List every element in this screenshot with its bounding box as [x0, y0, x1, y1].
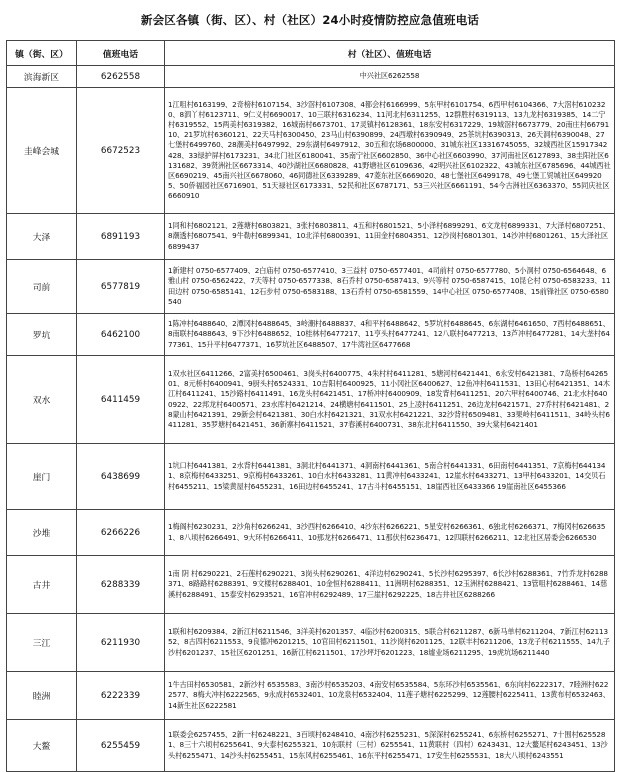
villages-cell: 1坑口村6441381、2水背村6441381、3洞北村6441371、4洞南村6441361、5南合村6441331、6田南村6441351、7京梅村6441341、8京梅村6433251、9京梅村6433261、10白水村6433281、11黄冲村6433241、12崖水村6433271、13甲村6433201、14交贝石村6455211、15梁黄屋村6455231、16田边村6455241、17古斗村6455151、18崖西社区6433366 19崖南社区6455366 — [165, 444, 615, 510]
table-row — [7, 260, 615, 314]
town-cell: 滨海新区 — [7, 66, 77, 88]
header-phone: 值班电话 — [77, 41, 165, 66]
villages-cell: 1联委会6257455、2新一村6248221、3百顷村6248410、4南沙村6255231、5深深村6255241、6东桥村6255271、7十围村6255281、8三十六顷村6255641、9大泰村6255321、10东联村（三村）6255541、11黄联村（四村）6243431、12大鳌尾村6243451、13沙头村6255471、14沙头村6255451、15东风村6255461、16东平村6255471、17安生村6255531、18大八顷村6243551 — [165, 720, 615, 772]
phone-cell: 6891193 — [77, 214, 165, 260]
table-row — [7, 356, 615, 444]
phone-cell: 6266226 — [77, 510, 165, 556]
phone-cell: 6438699 — [77, 444, 165, 510]
table-row — [7, 88, 615, 214]
table-row — [7, 444, 615, 510]
table-row — [7, 314, 615, 356]
phone-cell: 6222339 — [77, 672, 165, 720]
villages-cell: 1南 阴 村6290221、2石莲村6290221、3岗头村6290261、4洋边村6290241、5长沙村6295397、6长沙村6288361、7竹乔龙村6288371、8路路村6288391、9文楼村6288401、10金恒村6288411、11洲明村6288351、12玉洲村6288421、13管咀村6288461、14慈溪村6288491、15泰安村6293521、16官冲村6292489、17三崖村6292225、18古井社区6288266 — [165, 556, 615, 614]
table-row — [7, 510, 615, 556]
table-row — [7, 214, 615, 260]
town-cell: 大泽 — [7, 214, 77, 260]
phone-cell: 6672523 — [77, 88, 165, 214]
hotline-table — [6, 40, 615, 772]
table-row — [7, 672, 615, 720]
town-cell: 圭峰会城 — [7, 88, 77, 214]
header-town: 镇（街、区） — [7, 41, 77, 66]
phone-cell: 6411459 — [77, 356, 165, 444]
phone-cell: 6262558 — [77, 66, 165, 88]
villages-cell: 1江咀村6163199、2奇榜村6107154、3沙滘村6107308、4都会村6166999、5东甲村6101754、6西甲村6104366、7大滘村6102320、8泗丫村6123711、9仁义村6690017、10三联村6316234、11河北村6311255、12群胜村6319113、13九龙村6319385、14二宁村6319552、15两美村6319382、16城南村6673701、17灵镇村6128361、18东安村6317229、19城滘村6673779、20南庄村6679110、21罗坑村6360121、22天马村6300450、23马山村6390899、24西墩村6390949、25茶坑村6390313、26天洞村6390048、27七堡村6499760、28潮美村6497992、29东湖村6497912、30五和农场6800000、31城东社区13316745055、32城西社区15917342428、33绿护屏村6173231、34北门社区6180041、35南宁社区6602850、36中心社区6603990、37河南社区6127893、38圭阳社区6131682、39贤洲社区6673314、40沙湖社区6680828、41野塘社区6109636、42明兴社区6102322、43城东社区6785696、44城西社区6690219、45南兴社区6678060、46同德社区6339289、47菱东社区6669020、48七堡社区6499178、49七堡工贸城社区6499205、50侨福园社区6716901、51天禄社区6173331、52民和社区6787171、53三兴社区6661191、54今古洲社区6363370、55同庆社区6660910 — [165, 88, 615, 214]
town-cell: 睦洲 — [7, 672, 77, 720]
villages-cell: 1同和村6802121、2莲塘村6803821、3张村6803811、4五和村6801521、5小泽村6899291、6文龙村6899331、7大泽村6807251、8潮透村6807541、9牛勒村6899341、10北洋村6800391、11田金村6804351、12沙岗村6801301、14沙冲村6801261、15大泽社区6899437 — [165, 214, 615, 260]
town-cell: 司前 — [7, 260, 77, 314]
phone-cell: 6211930 — [77, 614, 165, 672]
table-row — [7, 720, 615, 772]
town-cell: 大鳌 — [7, 720, 77, 772]
page-title: 新会区各镇（街、区）、村（社区）24小时疫情防控应急值班电话 — [140, 13, 480, 27]
town-cell: 沙堆 — [7, 510, 77, 556]
table-row — [7, 614, 615, 672]
villages-cell: 1联和村6209384、2新江村6211546、3洋美村6201357、4临沙村6200315、5联合村6211287、6新马单村6211204、7新江村6211352、8古四村6211553、9良德冲6201215、10官田村6211501、11沙岗村6201125、12联丰村6211206、13龙子村6211555、14九子沙村6201237、15社区6201251、16新江村6211501、17沙坪圩6201223、18墟业场6211295、19虎坑场6211440 — [165, 614, 615, 672]
phone-cell: 6255459 — [77, 720, 165, 772]
phone-cell: 6462100 — [77, 314, 165, 356]
table-row — [7, 66, 615, 88]
villages-cell: 1陈冲村6488640、2潭冈村6488645、3岭潮村6488837、4和平村6488642、5罗坑村6488645、6东湖村6461650、7西村6488651、8南联村6488643、9下沙村6488652、10桂林村6477217、11亨头村6477241、12八联村6477213、13芦冲村6477281、14大垄村6477361、15升平村6477371、16罗坑社区6488507、17牛湾社区6477668 — [165, 314, 615, 356]
town-cell: 古井 — [7, 556, 77, 614]
villages-cell: 1双水社区6411266、2富美村6500461、3岗头村6400775、4朱村村6411281、5塘河村6421441、6永安村6421381、7岛桥村6426501、8元桥村6400941、9厨头村6524331、10吉阳村6400925、11小冈社区6400627、12鱼冲村6411531、13田心村6421351、14木江村6411241、15沙路村6411491、16龙头村6421451、17桥冲村6400909、18发背村6411251、20六甲村6400746、21北水村6400922、22邦龙村6400571、23水库村6421214、24横塘村6411501、25上凌村6411251、26边龙村6421571、27乔村村6421481、28蒙山村6421391、29新会村6421381、30白水村6421321、31双水村6421221、32沙背村6509481、33果岭村6411511、34岭头村6411281、35罗塘村6421451、36新寨村6411521、37春溪村6400731、38东北村6411550、39大棠村6421401 — [165, 356, 615, 444]
town-cell: 罗坑 — [7, 314, 77, 356]
header-villages: 村（社区）、值班电话 — [165, 41, 615, 66]
phone-cell: 6577819 — [77, 260, 165, 314]
villages-cell: 1梅阁村6230231、2沙角村6266241、3沙西村6266410、4沙东村6266221、5星安村6266361、6独北村6266371、7梅冈村6266351、8八顷村6266491、9大环村6266411、10那龙村6266471、11那伏村6236471、12四联村6266211、12北社区居委会6266530 — [165, 510, 615, 556]
town-cell: 崖门 — [7, 444, 77, 510]
table-row — [7, 556, 615, 614]
villages-cell: 中兴社区6262558 — [165, 66, 615, 88]
villages-cell: 1新建村 0750-6577409、2白庙村 0750-6577410、3三益村 0750-6577401、4司前村 0750-6577780、5小洞村 0750-6564648、6雅山村 0750-6562422、7天等村 0750-6577338、8石乔村 0750-6587413、9兴等村 0750-6587415、10昆仑村 0750-6583233、11田边村 0750-6585141、12石步村 0750-6583188、13石乔村 0750-6581559、14中心社区 0750-6577408、15前锋社区 0750-6580540 — [165, 260, 615, 314]
town-cell: 三江 — [7, 614, 77, 672]
villages-cell: 1牛古田村6530581、2新沙村 6535583、3南沙村6535203、4南安村6535584、5东环沙村6535561、6东向村6222317、7睦洲村6222577、8梅大冲村6222565、9永成村6532401、10龙泉村6532404、11莲子塘村6225299、12莲腰村6225411、13黄布村6532463、14新生社区6222581 — [165, 672, 615, 720]
table-header-row — [7, 41, 615, 66]
phone-cell: 6288339 — [77, 556, 165, 614]
town-cell: 双水 — [7, 356, 77, 444]
